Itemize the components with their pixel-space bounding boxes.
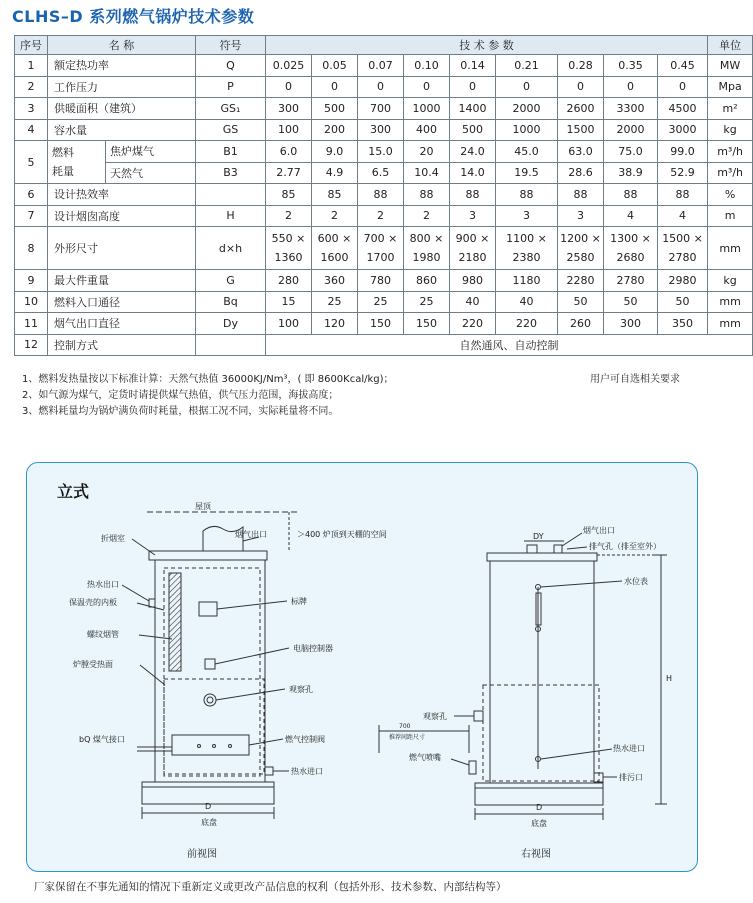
dim-top: 800 × [409,232,444,245]
row-value: 100 [266,119,312,141]
table-row [15,270,753,292]
right-note: 用户可自选相关要求 [590,374,680,385]
dim-top: 1200 × [560,232,601,245]
dim-top: 1100 × [506,232,547,245]
row-group-line: 燃料 [52,146,74,159]
row-value: 1000 [404,98,450,120]
label-drain: 排污口 [619,773,643,782]
row-unit: kg [708,270,753,292]
label-h: H [666,674,673,683]
row-value: 360 [312,270,358,292]
row-symbol [196,184,266,206]
row-value: 0.35 [604,55,658,77]
row-value: 6.5 [358,162,404,184]
row-unit: Mpa [708,76,753,98]
row-value: 300 [604,313,658,335]
row-value: 150 [358,313,404,335]
row-value: 14.0 [450,162,496,184]
label-clearance: ＞400 炉顶到天棚的空间 [297,530,387,539]
row-value: 120 [312,313,358,335]
table-row [15,76,753,98]
row-unit: mm [708,313,753,335]
row-value: 300 [358,119,404,141]
page-title: CLHS–D 系列燃气锅炉技术参数 [12,7,255,26]
dim-bottom: 1600 [320,251,349,264]
table-row [15,291,753,313]
row-symbol: H [196,205,266,227]
table-row [15,119,753,141]
table-header-row [15,36,753,55]
label-spacing-value: 700 [399,723,411,730]
notes [22,372,394,420]
label-gas-valve: 燃气控制阀 [285,735,325,744]
note-1: 1、燃料发热量按以下标准计算：天然气热值 36000KJ/Nm³，( 即 8600Kcal/kg)； [22,374,394,385]
table-row [15,334,753,356]
row-value: 2 [358,205,404,227]
row-name: 容水量 [48,119,196,141]
label-side-d: D [536,803,543,812]
row-value: 4 [658,205,708,227]
row-name: 烟气出口直径 [48,313,196,335]
dim-bottom: 1700 [366,251,395,264]
table-row [15,141,753,163]
row-value: 500 [450,119,496,141]
row-unit: MW [708,55,753,77]
row-value: 2780 [604,270,658,292]
row-value: 100 [266,313,312,335]
row-group [48,141,106,184]
label-front-base: 底盘 [201,818,217,827]
row-name: 额定热功率 [48,55,196,77]
label-side-peephole: 观察孔 [423,712,447,721]
label-gas-inlet: bQ 煤气接口 [79,735,125,744]
row-value: 0 [266,76,312,98]
boiler-drawings [27,463,697,871]
row-value: 25 [404,291,450,313]
table-row [15,162,753,184]
row-value [496,227,558,270]
front-top-cap [149,551,267,560]
row-value: 2 [266,205,312,227]
label-controller: 电脑控制器 [293,644,333,653]
row-value: 0.05 [312,55,358,77]
dim-top: 1300 × [610,232,651,245]
row-value: 780 [358,270,404,292]
note-3: 3、燃料耗量均为锅炉满负荷时耗量，根据工况不同，实际耗量将不同。 [22,406,339,417]
row-value: 0.025 [266,55,312,77]
row-value: 0.21 [496,55,558,77]
row-value: 1400 [450,98,496,120]
furnace-box [164,679,264,774]
row-value: 350 [658,313,708,335]
row-unit: m³/h [708,162,753,184]
dim-top: 550 × [271,232,306,245]
row-no: 5 [15,141,48,184]
diagram-heading: 立式 [57,482,90,501]
row-value: 300 [266,98,312,120]
row-value [558,227,604,270]
dim-top: 600 × [317,232,352,245]
row-value: 88 [496,184,558,206]
row-value: 0 [450,76,496,98]
row-value: 88 [658,184,708,206]
row-value: 15 [266,291,312,313]
row-value: 88 [358,184,404,206]
row-value: 4.9 [312,162,358,184]
row-value: 2600 [558,98,604,120]
row-value: 4500 [658,98,708,120]
row-unit: mm [708,291,753,313]
nameplate-rect [199,602,217,616]
row-no: 10 [15,291,48,313]
row-unit: m³/h [708,141,753,163]
row-value: 4 [604,205,658,227]
label-hot-water-out: 热水出口 [87,580,119,589]
dim-bottom: 2180 [458,251,487,264]
row-value: 40 [450,291,496,313]
controller-rect [205,659,215,669]
row-value: 2 [312,205,358,227]
row-value: 3000 [658,119,708,141]
row-value: 3 [496,205,558,227]
row-no: 4 [15,119,48,141]
row-value: 25 [312,291,358,313]
label-water-gauge: 水位表 [624,577,648,586]
row-value: 85 [266,184,312,206]
row-symbol: GS [196,119,266,141]
row-no: 8 [15,227,48,270]
row-value: 9.0 [312,141,358,163]
row-symbol: G [196,270,266,292]
dim-bottom: 2680 [616,251,645,264]
row-value: 0 [558,76,604,98]
row-value: 0.28 [558,55,604,77]
row-name: 燃料入口通径 [48,291,196,313]
row-value: 45.0 [496,141,558,163]
row-sub-name: 焦炉煤气 [106,141,196,163]
row-name: 控制方式 [48,334,196,356]
row-symbol: B1 [196,141,266,163]
row-value [604,227,658,270]
row-name: 工作压力 [48,76,196,98]
table-row [15,184,753,206]
row-name: 最大件重量 [48,270,196,292]
dim-top: 1500 × [662,232,703,245]
table-row [15,55,753,77]
label-front-d: D [205,802,212,811]
row-name: 设计烟囱高度 [48,205,196,227]
row-name: 外形尺寸 [48,227,196,270]
label-side-base: 底盘 [531,819,547,828]
caption-front: 前视图 [187,849,217,860]
row-value: 0 [496,76,558,98]
row-value: 15.0 [358,141,404,163]
row-unit: m [708,205,753,227]
label-dy: DY [533,532,544,541]
row-name: 供暖面积（建筑） [48,98,196,120]
side-body [490,561,594,783]
row-value [450,227,496,270]
label-vent: 排气孔（排至室外） [589,542,661,551]
label-roof: 屋顶 [195,502,211,511]
label-nozzle: 燃气喷嘴 [409,753,441,762]
row-value: 2.77 [266,162,312,184]
row-value: 2280 [558,270,604,292]
row-no: 11 [15,313,48,335]
label-smoke-box: 折烟室 [101,534,125,543]
label-side-flue: 烟气出口 [583,526,615,535]
row-value: 1500 [558,119,604,141]
row-value: 0.10 [404,55,450,77]
label-front-flue: 烟气出口 [235,530,267,539]
table-row [15,98,753,120]
label-side-water-in: 热水进口 [613,744,645,753]
label-furnace-surface: 炉膛受热面 [73,660,113,669]
row-value: 500 [312,98,358,120]
row-group-line: 耗量 [52,165,74,178]
row-symbol: d×h [196,227,266,270]
row-value: 3 [558,205,604,227]
row-symbol: P [196,76,266,98]
row-value: 0.14 [450,55,496,77]
row-value: 50 [604,291,658,313]
row-sub-name: 天然气 [106,162,196,184]
row-value: 0.07 [358,55,404,77]
row-value: 2 [404,205,450,227]
row-unit: % [708,184,753,206]
row-value: 50 [558,291,604,313]
row-no: 3 [15,98,48,120]
row-value: 3300 [604,98,658,120]
row-value: 85 [312,184,358,206]
table-row [15,313,753,335]
row-value: 6.0 [266,141,312,163]
row-value: 88 [604,184,658,206]
label-inner-plate: 保温壳的内板 [69,598,117,607]
header-unit: 单位 [708,36,753,55]
header-no: 序号 [15,36,48,55]
table-row [15,227,753,270]
note-2: 2、如气源为煤气，定货时请提供煤气热值，供气压力范围，海拔高度； [22,390,339,401]
caption-side: 右视图 [521,849,551,860]
table-row [15,205,753,227]
row-value: 99.0 [658,141,708,163]
row-value: 260 [558,313,604,335]
dim-top: 700 × [363,232,398,245]
dim-bottom: 1360 [274,251,303,264]
row-symbol: GS₁ [196,98,266,120]
row-no: 9 [15,270,48,292]
label-spiral-tube: 螺纹烟管 [87,630,119,639]
spiral-tube [169,573,181,671]
footer-disclaimer: 厂家保留在不事先通知的情况下重新定义或更改产品信息的权利（包括外形、技术参数、内部结构等） [34,881,507,893]
spec-table [14,35,753,356]
row-value [312,227,358,270]
row-value: 220 [450,313,496,335]
row-value: 0 [404,76,450,98]
label-nameplate: 标牌 [291,597,307,606]
row-value [404,227,450,270]
row-value: 1180 [496,270,558,292]
gas-valve-box [172,735,249,755]
row-value: 25 [358,291,404,313]
row-value [358,227,404,270]
row-value: 280 [266,270,312,292]
peephole-circle [204,694,216,706]
header-params: 技 术 参 数 [266,36,708,55]
row-value: 50 [658,291,708,313]
side-base [475,783,603,805]
row-value: 88 [450,184,496,206]
row-value: 0 [312,76,358,98]
row-no: 12 [15,334,48,356]
row-symbol: Dy [196,313,266,335]
row-value: 75.0 [604,141,658,163]
row-value: 700 [358,98,404,120]
row-symbol: Q [196,55,266,77]
row-value: 10.4 [404,162,450,184]
dim-top: 900 × [455,232,490,245]
side-top-cap [487,553,597,561]
row-value: 38.9 [604,162,658,184]
row-value: 2000 [604,119,658,141]
dim-bottom: 1980 [412,251,441,264]
row-value: 0.45 [658,55,708,77]
row-value: 20 [404,141,450,163]
row-value: 400 [404,119,450,141]
row-value: 2000 [496,98,558,120]
row-value: 40 [496,291,558,313]
row-symbol [196,334,266,356]
row-value: 980 [450,270,496,292]
row-value: 24.0 [450,141,496,163]
row-value: 28.6 [558,162,604,184]
row-unit: mm [708,227,753,270]
dim-bottom: 2580 [566,251,595,264]
header-symbol: 符号 [196,36,266,55]
row-symbol: B3 [196,162,266,184]
row-value: 220 [496,313,558,335]
front-base [142,782,274,804]
row-unit: kg [708,119,753,141]
dim-bottom: 2380 [512,251,541,264]
row-no: 6 [15,184,48,206]
label-spacing: 推荐间距尺寸 [389,734,426,741]
row-value: 1000 [496,119,558,141]
header-name: 名 称 [48,36,196,55]
row-no: 1 [15,55,48,77]
row-span-value: 自然通风、自动控制 [266,334,753,356]
row-value: 3 [450,205,496,227]
row-name: 设计热效率 [48,184,196,206]
row-value: 88 [404,184,450,206]
row-value: 2980 [658,270,708,292]
side-furnace-box [483,685,599,781]
row-value: 150 [404,313,450,335]
row-value: 52.9 [658,162,708,184]
row-unit: m² [708,98,753,120]
label-peephole: 观察孔 [289,685,313,694]
row-value: 200 [312,119,358,141]
row-value [658,227,708,270]
row-symbol: Bq [196,291,266,313]
row-value: 63.0 [558,141,604,163]
row-no: 7 [15,205,48,227]
row-value: 0 [658,76,708,98]
row-value [266,227,312,270]
row-value: 860 [404,270,450,292]
row-value: 0 [604,76,658,98]
diagram-panel [26,462,698,872]
row-no: 2 [15,76,48,98]
row-value: 88 [558,184,604,206]
label-water-in: 热水进口 [291,767,323,776]
row-value: 0 [358,76,404,98]
dim-bottom: 2780 [668,251,697,264]
row-value: 19.5 [496,162,558,184]
